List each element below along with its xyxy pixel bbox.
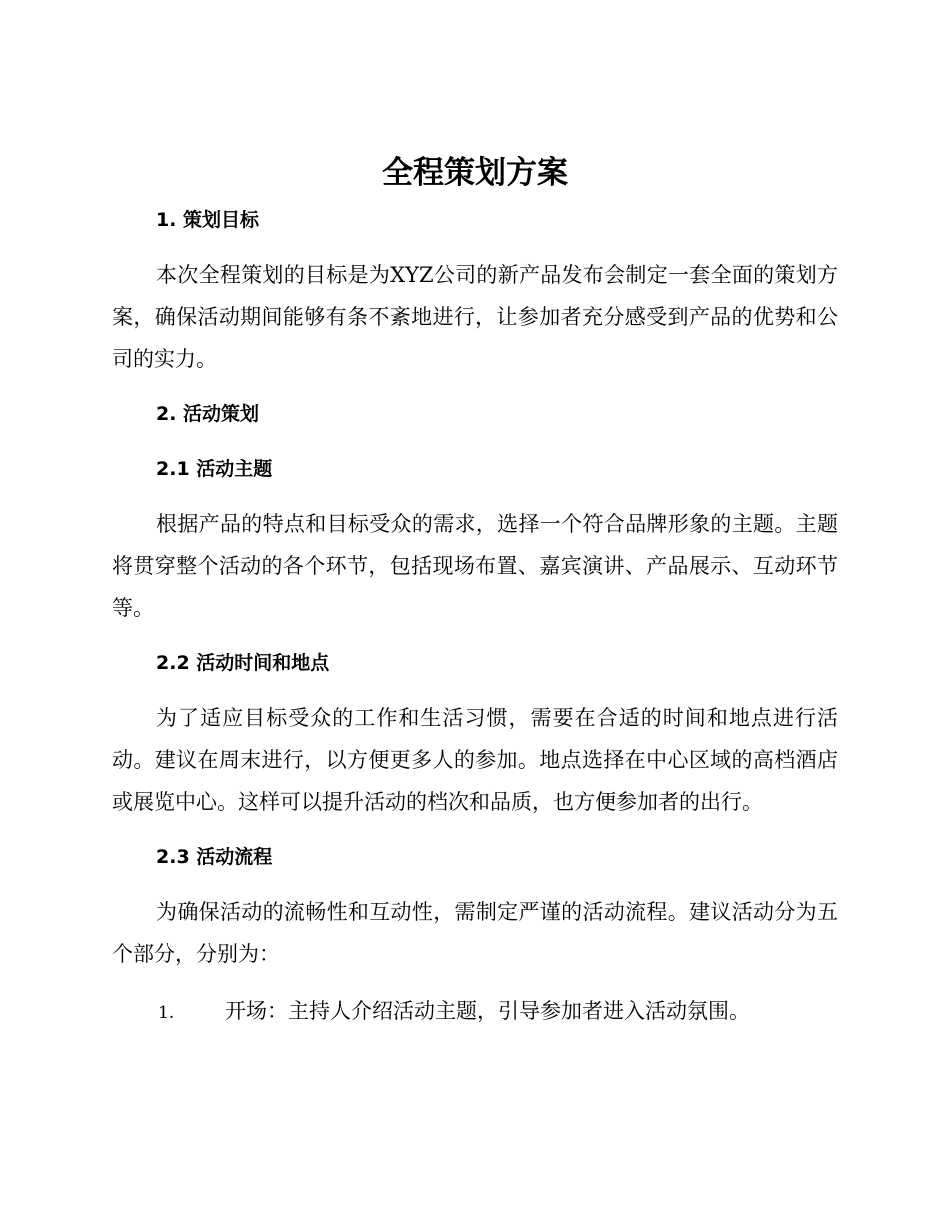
section-heading-time-location: 2.2 活动时间和地点 <box>156 652 330 674</box>
section-heading-theme: 2.1 活动主题 <box>156 458 273 480</box>
paragraph-process: 为确保活动的流畅性和互动性，需制定严谨的活动流程。建议活动分为五个部分，分别为： <box>112 900 838 966</box>
section-heading-goal: 1. 策划目标 <box>156 209 260 231</box>
list-item-number: 1. <box>158 1003 175 1023</box>
paragraph-theme: 根据产品的特点和目标受众的需求，选择一个符合品牌形象的主题。主题将贯穿整个活动的各个环节，包括现场布置、嘉宾演讲、产品展示、互动环节等。 <box>112 512 838 620</box>
list-item <box>158 991 848 1033</box>
document-title: 全程策划方案 <box>382 155 568 191</box>
section-heading-activity-planning: 2. 活动策划 <box>156 403 260 425</box>
section-heading-process: 2.3 活动流程 <box>156 846 273 868</box>
paragraph-goal: 本次全程策划的目标是为XYZ公司的新产品发布会制定一套全面的策划方案，确保活动期间能够有条不紊地进行，让参加者充分感受到产品的优势和公司的实力。 <box>112 263 838 371</box>
paragraph-time-location: 为了适应目标受众的工作和生活习惯，需要在合适的时间和地点进行活动。建议在周末进行，以方便更多人的参加。地点选择在中心区域的高档酒店或展览中心。这样可以提升活动的档次和品质，也方便参加者的出行。 <box>112 706 838 814</box>
list-item-text: 开场：主持人介绍活动主题，引导参加者进入活动氛围。 <box>225 999 750 1023</box>
